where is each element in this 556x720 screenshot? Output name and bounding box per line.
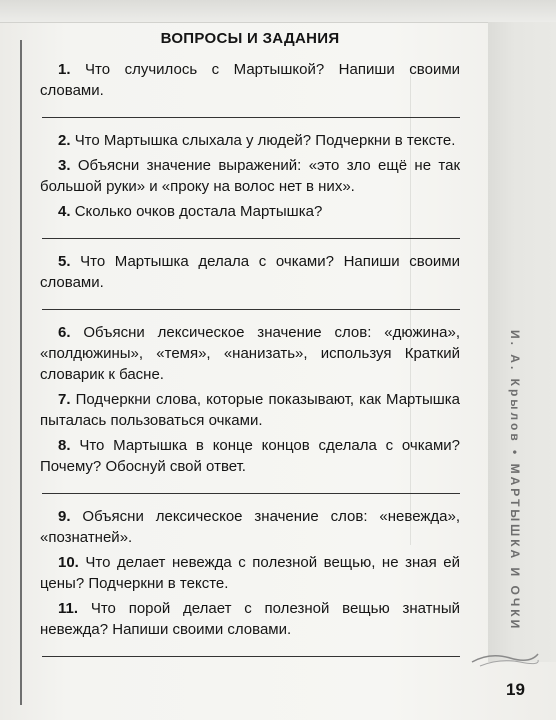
question-number: 5. <box>58 253 71 270</box>
question-text: Что делает невежда с полезной вещью, не зная ей цены? Подчеркни в тексте. <box>40 554 460 592</box>
answer-line[interactable] <box>42 493 460 494</box>
question-text: Что Мартышка в конце концов сделала с очками? Почему? Обоснуй свой ответ. <box>40 437 461 475</box>
question-text: Объясни лексическое значение слов: «невежда», «познатней». <box>40 508 461 546</box>
question-7 <box>40 389 460 431</box>
answer-line[interactable] <box>42 656 460 657</box>
top-strip <box>0 0 556 23</box>
question-1 <box>40 59 460 101</box>
question-number: 11. <box>58 600 79 617</box>
question-text: Объясни значение выражений: «это зло ещё не так большой руки» и «проку на волос нет в них». <box>40 157 461 195</box>
question-number: 2. <box>58 132 71 149</box>
answer-line[interactable] <box>42 238 460 239</box>
question-6 <box>40 322 460 385</box>
question-number: 1. <box>58 61 71 78</box>
question-3 <box>40 155 460 197</box>
question-text: Что порой делает с полезной вещью знатный невежда? Напиши своими словами. <box>40 600 460 638</box>
sidebar-running-title: И. А. Крылов • МАРТЫШКА И ОЧКИ <box>508 330 522 632</box>
section-heading: ВОПРОСЫ И ЗАДАНИЯ <box>160 30 340 47</box>
question-number: 9. <box>58 508 71 525</box>
answer-line[interactable] <box>42 117 460 118</box>
question-text: Объясни лексическое значение слов: «дюжина», «полдюжины», «темя», «нанизать», используя Краткий словарик к басне. <box>40 324 460 383</box>
questions-block <box>40 30 460 669</box>
question-9 <box>40 506 460 548</box>
question-number: 7. <box>58 391 71 408</box>
question-number: 10. <box>58 554 79 571</box>
question-4 <box>40 201 460 222</box>
question-number: 4. <box>58 203 71 220</box>
question-text: Что случилось с Мартышкой? Напиши своими словами. <box>40 61 461 99</box>
question-8 <box>40 435 460 477</box>
question-11 <box>40 598 460 640</box>
question-10 <box>40 552 460 594</box>
question-text: Подчеркни слова, которые показывают, как Мартышка пыталась пользоваться очками. <box>40 391 460 429</box>
question-5 <box>40 251 460 293</box>
page-number: 19 <box>506 680 525 699</box>
question-text: Что Мартышка делала с очками? Напиши своими словами. <box>40 253 461 291</box>
question-text: Сколько очков достала Мартышка? <box>74 203 323 220</box>
answer-line[interactable] <box>42 309 460 310</box>
left-margin-rule <box>20 40 22 705</box>
question-number: 3. <box>58 157 71 174</box>
right-sidebar <box>488 22 556 662</box>
page-corner-ornament <box>470 648 540 668</box>
question-number: 6. <box>58 324 71 341</box>
question-text: Что Мартышка слыхала у людей? Подчеркни в тексте. <box>74 132 456 149</box>
question-2 <box>40 130 460 151</box>
question-number: 8. <box>58 437 71 454</box>
